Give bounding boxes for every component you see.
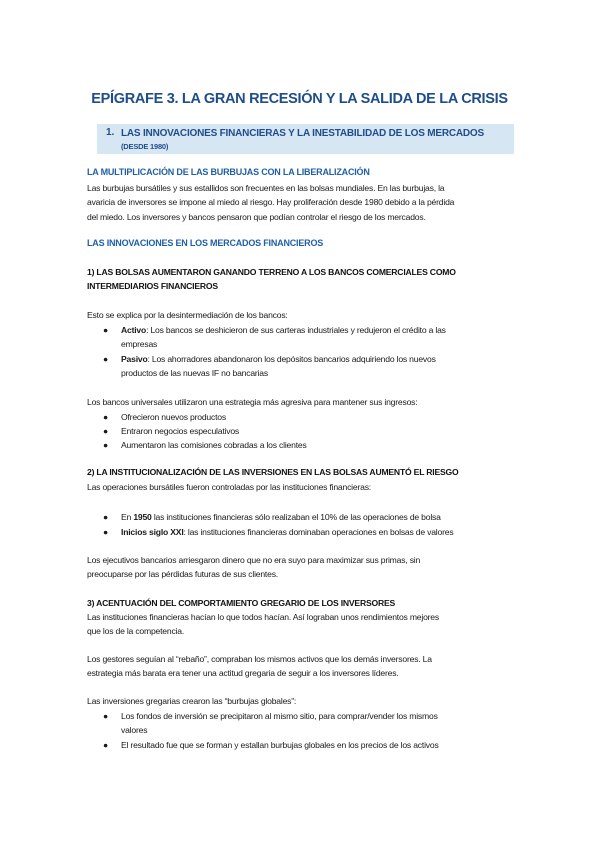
text-line: Los gestores seguían al “rebaño”, compraban los mismos activos que los demás inversores. La [87,654,432,664]
list-item [103,424,513,438]
bullet-icon: ● [103,527,108,537]
text-line: preocuparse por las pérdidas futuras de sus clientes. [87,569,278,580]
section-number: 1. [106,127,115,138]
text-line: estrategia más barata era tener una actitud gregaria de seguir a los inversores líderes. [87,668,399,679]
list-item [103,352,513,381]
bullet-icon: ● [103,512,108,522]
text-span: valores [121,725,148,736]
list-item [103,510,513,524]
page-title: EPÍGRAFE 3. LA GRAN RECESIÓN Y LA SALIDA DE LA CRISIS [91,91,508,107]
list-item-text [121,352,513,381]
text-line: Los ejecutivos bancarios arriesgaron dinero que no era suyo para maximizar sus primas, sin [87,555,421,565]
point-3-paragraph-3: Las inversiones gregarias crearon las “burbujas globales”: [87,696,297,706]
list-item [103,525,513,539]
section-title-text: LAS INNOVACIONES FINANCIERAS Y LA INESTABILIDAD DE LOS MERCADOS [121,128,484,139]
text-span: : las instituciones financieras dominaban operaciones en bolsas de valores [183,527,454,537]
point-2-intro: Las operaciones bursátiles fueron controladas por las instituciones financieras: [87,482,371,492]
text-line: Las instituciones financieras hacían lo que todos hacían. Así lograban unos rendimientos mejores [87,612,439,622]
section-title [121,127,513,153]
paragraph-burbujas [87,181,513,224]
list-item-text [121,525,513,539]
text-span: Los fondos de inversión se precipitaron al mismo sitio, para comprar/vender los mismos [121,711,438,721]
bold-label: Activo [121,325,147,335]
bullet-icon: ● [103,426,108,436]
text-line: del miedo. Los inversores y bancos pensaron que podían controlar el riesgo de los mercados. [87,211,426,222]
heading-line: 1) LAS BOLSAS AUMENTARON GANANDO TERRENO A LOS BANCOS COMERCIALES COMO [87,267,456,277]
point-3-paragraph-2 [87,652,513,681]
point-2-paragraph [87,553,513,582]
heading-burbujas: LA MULTIPLICACIÓN DE LAS BURBUJAS CON LA LIBERALIZACIÓN [87,167,370,177]
text-line: Las burbujas bursátiles y sus estallidos son frecuentes en las bolsas mundiales. En las burbujas, la [87,183,445,193]
list-item-text [121,323,513,352]
point-1-intro-2: Los bancos universales utilizaron una estrategia más agresiva para mantener sus ingresos: [87,397,418,407]
bullet-icon: ● [103,711,108,721]
list-item-text: Ofrecieron nuevos productos [121,412,226,422]
bullet-icon: ● [103,440,108,450]
text-line: que los de la competencia. [87,626,185,637]
point-1-intro: Esto se explica por la desintermediación de los bancos: [87,310,288,320]
list-item [103,438,513,452]
heading-point-2: 2) LA INSTITUCIONALIZACIÓN DE LAS INVERSIONES EN LAS BOLSAS AUMENTÓ EL RIESGO [87,467,459,477]
bullet-icon: ● [103,412,108,422]
text-span: empresas [121,339,158,350]
text-span: : Los bancos se deshicieron de sus carteras industriales y redujeron el crédito a las [146,325,446,335]
list-item [103,410,513,424]
text-span: : Los ahorradores abandonaron los depósitos bancarios adquiriendo los nuevos [147,354,436,364]
heading-point-1 [87,265,513,294]
bold-label: Pasivo [121,354,148,364]
list-item-text: El resultado fue que se forman y estallan burbujas globales en los precios de los activos [121,740,439,750]
heading-line: INTERMEDIARIOS FINANCIEROS [87,281,218,292]
list-item [103,323,513,352]
list-item-text: Entraron negocios especulativos [121,426,240,436]
bold-label: 1950 [133,512,152,522]
list-item-text [121,510,513,524]
list-item-text [121,709,513,738]
bullet-icon: ● [103,740,108,750]
heading-innovaciones: LAS INNOVACIONES EN LOS MERCADOS FINANCIEROS [87,238,324,248]
heading-point-3: 3) ACENTUACIÓN DEL COMPORTAMIENTO GREGARIO DE LOS INVERSORES [87,598,396,608]
bold-label: Inicios siglo XXI [121,527,184,537]
list-item [103,738,513,752]
text-span: En [121,512,134,522]
point-3-paragraph-1 [87,610,513,639]
text-span: las instituciones financieras sólo realizaban el 10% de las operaciones de bolsa [151,512,441,522]
text-line: avaricia de inversores se impone al miedo al riesgo. Hay proliferación desde 1980 debido a la pérdida [87,197,455,208]
text-span: productos de las nuevas IF no bancarias [121,368,268,379]
section-subtitle: (DESDE 1980) [121,142,169,151]
bullet-icon: ● [103,354,108,364]
list-item-text: Aumentaron las comisiones cobradas a los clientes [121,440,307,450]
list-item [103,709,513,738]
bullet-icon: ● [103,325,108,335]
